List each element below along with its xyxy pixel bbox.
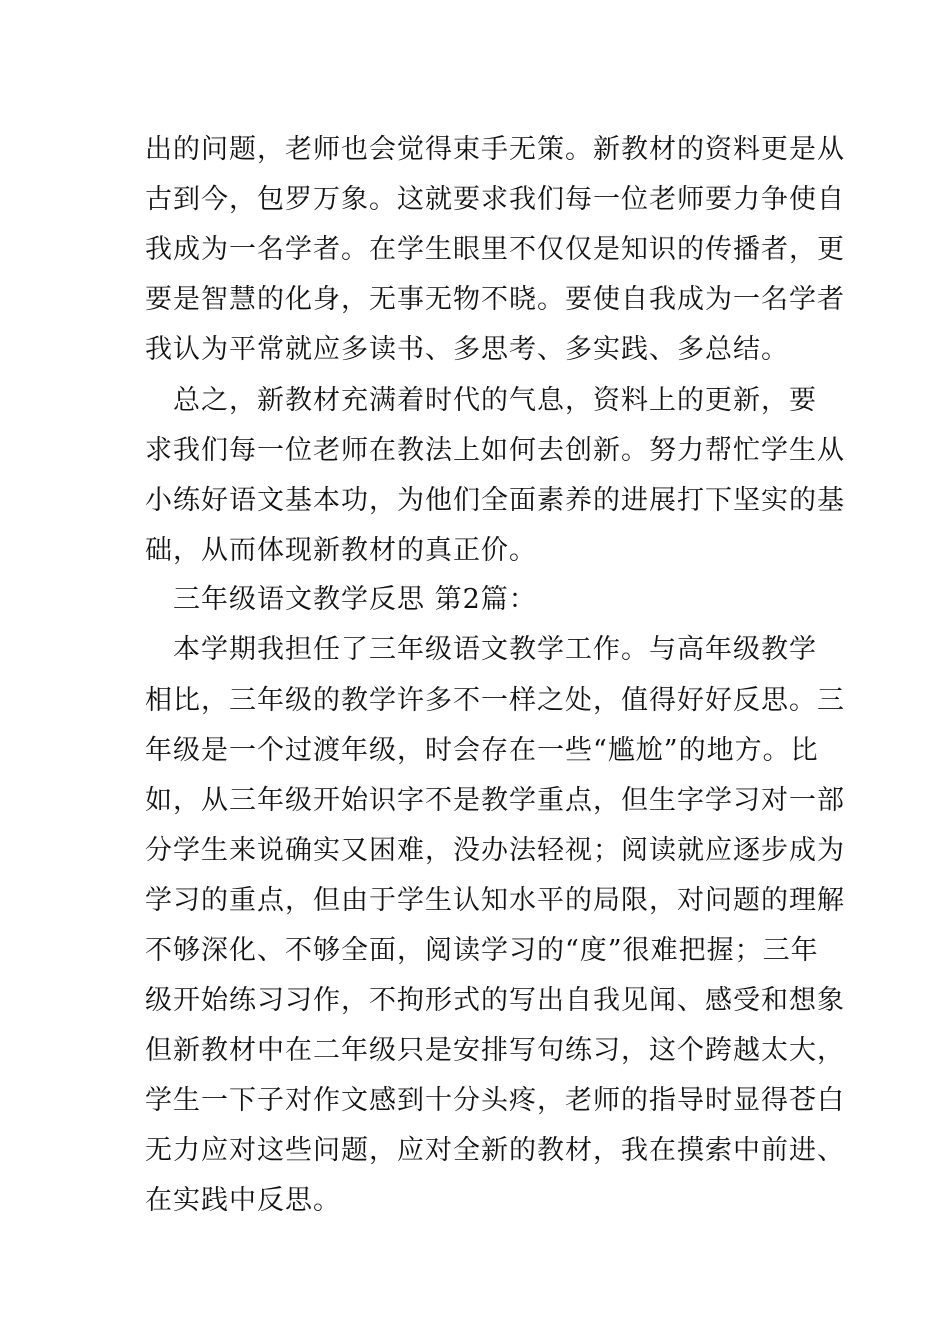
text-line: 本学期我担任了三年级语文教学工作。与高年级教学 <box>145 634 817 665</box>
text-line: 年级是一个过渡年级，时会存在一些“尴尬”的地方。比 <box>145 735 819 766</box>
section-heading: 三年级语文教学反思 第2篇： <box>145 584 537 615</box>
text-line: 小练好语文基本功，为他们全面素养的进展打下坚实的基 <box>145 485 845 516</box>
text-line: 我认为平常就应多读书、多思考、多实践、多总结。 <box>145 334 789 365</box>
text-line: 古到今，包罗万象。这就要求我们每一位老师要力争使自 <box>145 184 845 215</box>
text-line: 但新教材中在二年级只是安排写句练习，这个跨越太大， <box>145 1035 845 1066</box>
text-line: 如，从三年级开始识字不是教学重点，但生字学习对一部 <box>145 785 845 816</box>
text-line: 学习的重点，但由于学生认知水平的局限，对问题的理解 <box>145 885 845 916</box>
text-line: 级开始练习习作，不拘形式的写出自我见闻、感受和想象 <box>145 985 845 1016</box>
text-line: 我成为一名学者。在学生眼里不仅仅是知识的传播者，更 <box>145 234 845 265</box>
text-line: 求我们每一位老师在教法上如何去创新。努力帮忙学生从 <box>145 435 845 466</box>
text-line: 要是智慧的化身，无事无物不晓。要使自我成为一名学者 <box>145 284 845 315</box>
text-line: 出的问题，老师也会觉得束手无策。新教材的资料更是从 <box>145 134 845 165</box>
text-line: 相比，三年级的教学许多不一样之处，值得好好反思。三 <box>145 685 845 716</box>
text-line: 无力应对这些问题，应对全新的教材，我在摸索中前进、 <box>145 1135 845 1166</box>
text-line: 在实践中反思。 <box>145 1185 341 1216</box>
text-line: 学生一下子对作文感到十分头疼，老师的指导时显得苍白 <box>145 1085 845 1116</box>
text-line: 础，从而体现新教材的真正价。 <box>145 535 537 566</box>
text-line: 分学生来说确实又困难，没办法轻视；阅读就应逐步成为 <box>145 835 845 866</box>
text-line: 总之，新教材充满着时代的气息，资料上的更新，要 <box>145 385 817 416</box>
text-line: 不够深化、不够全面，阅读学习的“度”很难把握；三年 <box>145 935 819 966</box>
